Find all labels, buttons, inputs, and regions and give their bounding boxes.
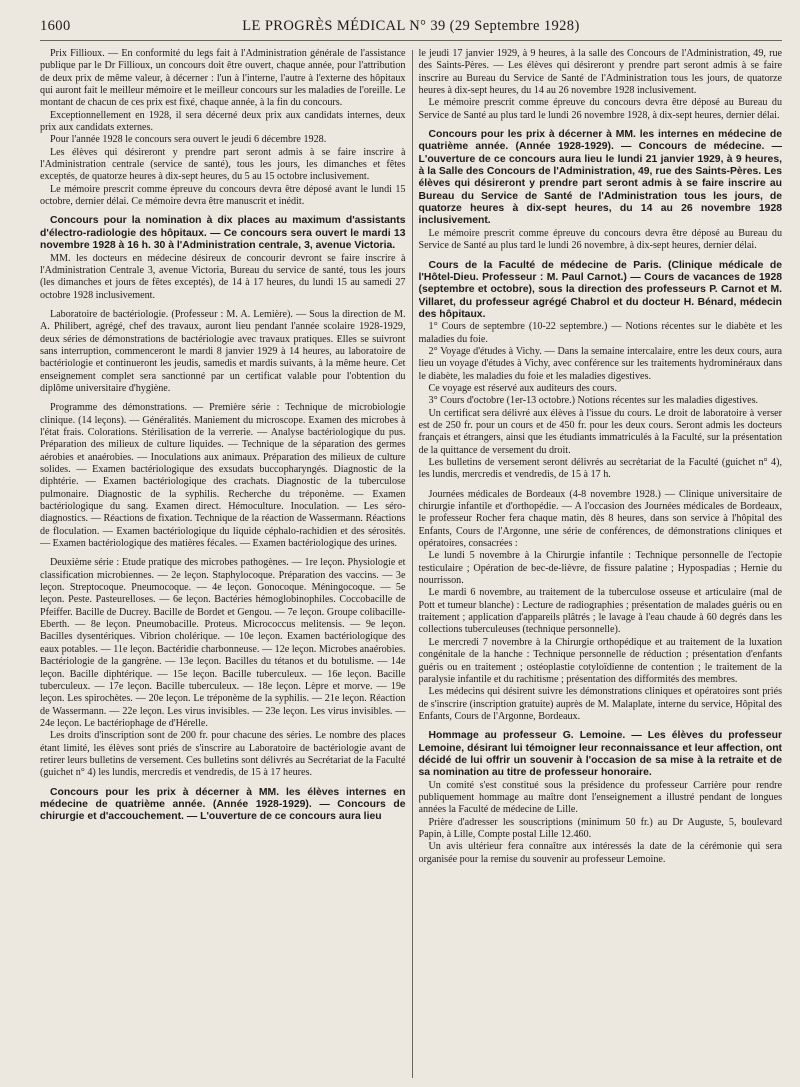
article-cours-faculte: Cours de la Faculté de médecine de Paris. (Clinique médicale de l'Hôtel-Dieu. Professeur : M. Paul Carnot.) — Cours de vacances de 1928 (septembre et octobre), sous la direction des professeurs P. Carnot et M. Villaret, du professeur agrégé Chabrol et du docteur H. Bénard, médecin des hôpitaux. xyxy=(418,259,783,320)
article-electro-radiologie: Concours pour la nomination à dix places au maximum d'assistants d'électro-radiologie des hôpitaux. — Ce concours sera ouvert le mardi 13 novembre 1928 à 16 h. 30 à l'Administration centrale, 3, avenue Victoria. xyxy=(40,215,406,252)
paragraph: Le mardi 6 novembre, au traitement de la tuberculose osseuse et articulaire (mal de Pott et tumeur blanche) : Lecture de radiographies ; présentation de malades guéris ou en traitement ; application d'appareils plâtrés ; le lavage à l'eau chaude à 60 degrés dans les collections tuberculeuses (technique personnelle). xyxy=(418,587,783,636)
article-prix-fillioux: Prix Fillioux. — En conformité du legs fait à l'Administration générale de l'assistance publique par le Dr Fillioux, un concours doit être ouvert, chaque année, pour l'attribution de deux prix de même valeur, à décerner : l'un à l'interne, l'autre à l'externe des hôpitaux qui auront fait le meilleur mémoire et le meilleur concours sur les maladies de l'oreille. Le montant de chacun de ces prix est fixé, chaque année, à la fin du concours. xyxy=(40,48,406,109)
paragraph: 2° Voyage d'études à Vichy. — Dans la semaine intercalaire, entre les deux cours, aura lieu un voyage d'études à Vichy, avec conférence sur les traitements hydrominéraux dans le diabète, les maladies du foie et les maladies digestives. xyxy=(418,345,783,382)
paragraph: MM. les docteurs en médecine désireux de concourir devront se faire inscrire à l'Administration Centrale 3, avenue Victoria, Bureau du service de santé, tous les jours (les dimanches et jours de fêtes exceptés), de 14 à 17 heures, du lundi 15 au samedi 27 octobre 1928 inclusivement. xyxy=(40,252,406,301)
right-column xyxy=(419,48,783,1078)
paragraph: Ce voyage est réservé aux auditeurs des cours. xyxy=(428,382,617,394)
article-concours-internes: Concours pour les prix à décerner à MM. les internes en médecine de quatrième année. (Année 1928-1929). — Concours de médecine. — L'ouverture de ce concours aura lieu le lundi 21 janvier 1929, à 9 heures, à la Salle des Concours de l'Administration, 49, rue des Saints-Pères. Les élèves qui désireront y prendre part seront admis à se faire inscrire au Bureau du Service de Santé de l'Administration tous les jours, de quatorze heures à dix-sept heures, du 14 au 26 novembre 1928 inclusivement. xyxy=(418,129,783,227)
paragraph: Un certificat sera délivré aux élèves à l'issue du cours. Le droit de laboratoire à verser est de 250 fr. pour un cours et de 450 fr. pour les deux cours. Seront admis les docteurs français et étrangers, ainsi que les étudiants immatriculés à la Faculté, sur la présentation de la quittance de versement du droit. xyxy=(418,407,783,456)
paragraph: Les élèves qui désireront y prendre part seront admis à se faire inscrire à l'Administration centrale (service de santé), tous les jours, les dimanches et fêtes exceptés, de quatorze heures à dix-sept heures, du 5 au 15 octobre inclusivement. xyxy=(40,146,406,183)
paragraph: Le mercredi 7 novembre à la Chirurgie orthopédique et au traitement de la luxation congénitale de la hanche : Technique personnelle de réduction ; présentation d'enfants guéris ou en traitement ; ostéoplastie cotyloïdienne de contention ; le traitement de la paralysie infantile et du rachitisme ; présentation des difformités des membres. xyxy=(418,636,783,685)
journal-title: LE PROGRÈS MÉDICAL N° 39 (29 Septembre 1928) xyxy=(242,18,580,34)
article-hommage-lemoine: Hommage au professeur G. Lemoine. — Les élèves du professeur Lemoine, désirant lui témoigner leur reconnaissance et leur affection, ont décidé de lui offrir un souvenir à l'occasion de sa mise à la retraite et de sa nomination au titre de professeur honoraire. xyxy=(418,730,783,779)
programme-deuxieme-serie: Deuxième série : Etude pratique des microbes pathogènes. — 1re leçon. Physiologie et classification microbiennes. — 2e leçon. Staphylocoque. Préparation des vaccins. — 3e leçon. Streptocoque. Pneumocoque. — 4e leçon. Gonocoque. Méningocoque. — 5e leçon. Peste. Pasteurelloses. — 6e leçon. Bactéries hémoglobinophiles. Coccobacille de Pfeiffer. Bacille de Ducrey. Bacille de Bordet et Gengou. — 7e leçon. Groupe colibacille-Eberth. — 8e leçon. Pneumobacille. Proteus. Micrococcus melitensis. — 9e leçon. Bacilles dysentériques. Vibrion cholérique. — 10e leçon. Examen bactériologique des eaux potables. — 11e leçon. Bactéridie charbonneuse. — 12e leçon. Microbes anaérobies. Bactériologie de la gangrène. — 13e leçon. Bacilles du tétanos et du botulisme. — 14e leçon. Bacille diphtérique. — 15e leçon. Bacille tuberculeux. — 16e leçon. Bacille tuberculeux. — 17e leçon. Bacille tuberculeux. — 18e leçon. Lèpre et morve. — 19e leçon. Les spirochètes. — 20e leçon. Le tréponème de la syphilis. — 21e leçon. Réaction de Wassermann. — 22e leçon. Les virus invisibles. — 23e leçon. Les virus invisibles. — 24e leçon. Le bactériophage de d'Hérelle. xyxy=(40,557,406,729)
article-journees-bordeaux: Journées médicales de Bordeaux (4-8 novembre 1928.) — Clinique universitaire de chirurgie infantile et d'orthopédie. — A l'occasion des Journées médicales de Bordeaux, le professeur Rocher fera chaque matin, dès 8 heures, dans son service à l'hôpital des Enfants, Cours de l'Argonne, une série de conférences, de démonstrations cliniques et opératoires, consacrées : xyxy=(418,488,783,550)
paragraph: 1° Cours de septembre (10-22 septembre.) — Notions récentes sur le diabète et les maladies du foie. xyxy=(418,321,783,345)
running-header xyxy=(40,10,782,38)
paragraph: 3° Cours d'octobre (1er-13 octobre.) Notions récentes sur les maladies digestives. xyxy=(428,395,759,407)
paragraph: Le mémoire prescrit comme épreuve du concours devra être déposé avant le lundi 15 octobre, dernier délai. Ce mémoire devra être manuscrit et inédit. xyxy=(40,183,406,208)
article-concours-externes: Concours pour les prix à décerner à MM. les élèves internes en médecine de quatrième année. (Année 1928-1929). — Concours de chirurgie et d'accouchement. — L'ouverture de ce concours aura lieu xyxy=(40,786,406,823)
page-number: 1600 xyxy=(40,18,71,34)
paragraph: Pour l'année 1928 le concours sera ouvert le jeudi 6 décembre 1928. xyxy=(50,134,327,146)
paragraph: Les bulletins de versement seront délivrés au secrétariat de la Faculté (guichet n° 4), les lundis, mercredis et vendredis, de 15 à 17 h. xyxy=(418,457,783,481)
paragraph: Exceptionnellement en 1928, il sera décerné deux prix aux candidats internes, deux prix aux candidats externes. xyxy=(40,109,406,134)
left-column xyxy=(40,48,406,1078)
paragraph: Le mémoire prescrit comme épreuve du concours devra être déposé au Bureau du Service de Santé au plus tard le lundi 26 novembre, à dix-sept heures, dernier délai. xyxy=(418,227,783,252)
paragraph: Un comité s'est constitué sous la présidence du professeur Carrière pour rendre publiquement hommage au maître dont l'enseignement a illustré pendant de longues années la Faculté de médecine de Lille. xyxy=(418,779,783,816)
text-columns xyxy=(40,48,782,1078)
paragraph: le jeudi 17 janvier 1929, à 9 heures, à la salle des Concours de l'Administration, 49, rue des Saints-Pères. — Les élèves qui désireront y prendre part seront admis à se faire inscrire au Bureau du Service de Santé de l'Administration tous les jours, de quatorze heures à dix-sept heures, du 14 au 26 novembre 1928 inclusivement. xyxy=(418,48,783,97)
paragraph: Prière d'adresser les souscriptions (minimum 50 fr.) au Dr Auguste, 5, boulevard Papin, à Lille, Compte postal Lille 12.460. xyxy=(418,816,783,840)
paragraph: Les médecins qui désirent suivre les démonstrations cliniques et opératoires sont priés de s'inscrire (inscription gratuite) auprès de M. Malaplate, interne du service, Hôpital des Enfants, Cours de l'Argonne, Bordeaux. xyxy=(418,686,783,722)
paragraph: Un avis ultérieur fera connaître aux intéressés la date de la cérémonie qui sera organisée pour la remise du souvenir au professeur Lemoine. xyxy=(418,841,783,865)
column-divider xyxy=(412,50,413,1078)
article-laboratoire-bacteriologie: Laboratoire de bactériologie. (Professeur : M. A. Lemière). — Sous la direction de M. A. Philibert, agrégé, chef des travaux, auront lieu pendant l'année scolaire 1928-1929, deux séries de démonstrations de bactériologie avec travaux pratiques. Elles se suivront sans interruption, commenceront le mardi 8 janvier 1929 à 14 heures, au laboratoire de bactériologie et continueront les jeudis, samedis et mardis suivants, à la même heure. Cet enseignement complet sera sanctionné par un certificat valable pour l'obtention du diplôme universitaire d'hygiène. xyxy=(40,308,406,394)
paragraph: Le mémoire prescrit comme épreuve du concours devra être déposé au Bureau du Service de Santé au plus tard le lundi 26 novembre 1928, à dix-sept heures, dernier délai. xyxy=(418,97,783,121)
paragraph: Les droits d'inscription sont de 200 fr. pour chacune des séries. Le nombre des places étant limité, les élèves sont priés de s'inscrire au Laboratoire de bactériologie avant de retirer leurs bulletins de versement. Ces bulletins sont délivrés au Secrétariat de la Faculté (guichet n° 4) les lundis, mercredis et vendredis, de 15 à 17 heures. xyxy=(40,730,406,779)
paragraph: Le lundi 5 novembre à la Chirurgie infantile : Technique personnelle de l'ectopie testiculaire ; Opération de bec-de-lièvre, de fissure palatine ; Hypospadias ; Hernie du nourrisson. xyxy=(418,550,783,587)
header-rule xyxy=(40,40,782,41)
programme-premiere-serie: Programme des démonstrations. — Première série : Technique de microbiologie clinique. (14 leçons). — Généralités. Maniement du microscope. Examen des microbes à l'état frais. Colorations. Stérilisation de la verrerie. — Analyse bactériologique du pus. Préparation des milieux de culture liquides. — Technique de la séparation des germes aérobies et anaérobies. — Inoculations aux animaux. Préparation des milieux de culture solides. — Examen bactériologique des exsudats buccopharyngés. Diagnostic de la diphtérie. — Examen bactériologique des crachats. Diagnostic de la tuberculose pulmonaire. Diagnostic de la syphilis. Recherche du tréponème. — Examen bactériologique du sang. Examen direct. Hémoculture. Inoculation. — Les séro-diagnostics. — Réactions de fixation. Technique de la réaction de Wassermann. Réactions de floculation. — Examen bactériologique du liquide céphalo-rachidien et des sérosités. — Examen bactériologique des matières fécales. — Examen bactériologique des urines. xyxy=(40,402,406,550)
